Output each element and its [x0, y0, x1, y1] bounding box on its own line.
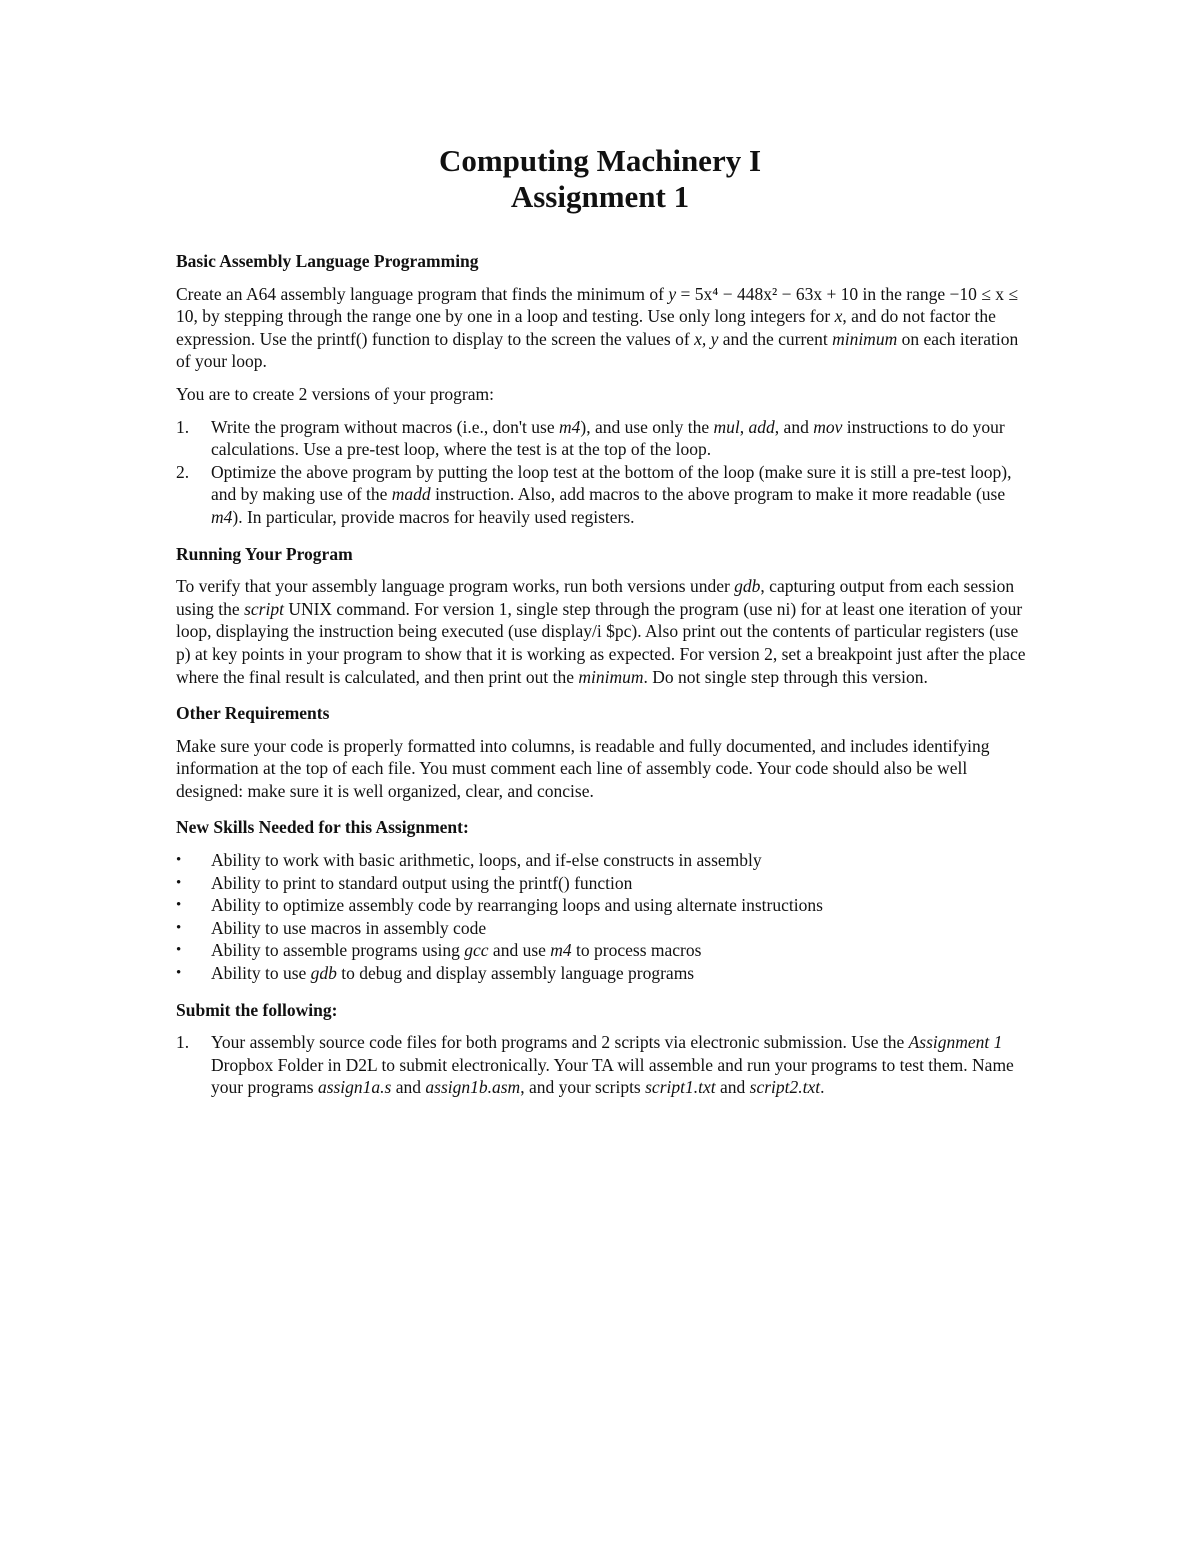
text: UNIX command. For version 1, single step through the program (use ni) for at least one iteration of your loop, displaying the instruction being executed (use display/i $pc). Also print out the contents of particular registers (use p) at key points in your program to show that it is working as expected. For version 2, set a breakpoint just after the place where the final result is calculated, and then print out the [176, 598, 1026, 687]
text: . [820, 1077, 825, 1098]
emphasis: m4 [211, 506, 233, 527]
section-submit [176, 999, 1036, 1099]
document-title: Computing Machinery I [438, 143, 762, 178]
section-running-program [176, 543, 1036, 689]
text: Optimize the above program by putting the loop test at the bottom of the loop (make sure it is still a pre-test loop), and by making use of the [211, 461, 1012, 505]
text: To verify that your assembly language program works, run both versions under [176, 576, 735, 597]
filename: assign1a.s [317, 1077, 392, 1098]
section-new-skills [176, 816, 1036, 984]
list-item [176, 894, 1036, 917]
math-var: x, y [694, 328, 719, 349]
text: . Do not single step through this version. [643, 666, 928, 687]
section-heading: New Skills Needed for this Assignment: [176, 817, 469, 838]
emphasis: minimum [832, 328, 898, 349]
list-item [176, 416, 1036, 461]
emphasis: madd [391, 484, 431, 505]
text: ). In particular, provide macros for heavily used registers. [232, 506, 635, 527]
text: Ability to print to standard output using the printf() function [211, 872, 633, 893]
emphasis: gdb [310, 963, 337, 984]
numbered-list [176, 416, 1036, 529]
list-item [176, 1031, 1036, 1099]
bullet-list [176, 849, 1036, 985]
section-heading: Other Requirements [176, 703, 330, 724]
bullet-icon: • [176, 965, 182, 982]
section-heading: Running Your Program [176, 543, 353, 564]
list-number: 1. [176, 416, 190, 437]
document-subtitle: Assignment 1 [510, 179, 690, 214]
text: Write the program without macros (i.e., don't use [211, 416, 559, 437]
bullet-icon: • [176, 919, 182, 936]
list-item [176, 872, 1036, 895]
section-heading: Submit the following: [176, 999, 338, 1020]
text: Ability to use [211, 963, 311, 984]
text: , capturing output from each session using the [176, 576, 1015, 619]
text: Create an A64 assembly language program that finds the minimum of [176, 283, 669, 304]
section-basic-assembly [176, 250, 1036, 529]
emphasis: mul [713, 416, 740, 437]
math-var: x [834, 306, 843, 327]
text: Ability to optimize assembly code by rearranging loops and using alternate instructions [211, 895, 823, 916]
bullet-icon: • [176, 874, 182, 891]
filename: script1.txt [645, 1077, 716, 1098]
bullet-icon: • [176, 942, 182, 959]
emphasis: script [244, 598, 284, 619]
text: Your assembly source code files for both programs and 2 scripts via electronic submission. Use the [211, 1032, 909, 1053]
paragraph: You are to create 2 versions of your program: [176, 383, 494, 404]
text: Ability to assemble programs using [211, 940, 465, 961]
emphasis: m4 [558, 416, 581, 437]
text: and [391, 1077, 426, 1098]
list-item [176, 962, 1036, 985]
text: Ability to work with basic arithmetic, loops, and if-else constructs in assembly [211, 850, 762, 871]
text: Dropbox Folder in D2L to submit electronically. Your TA will assemble and run your programs to test them. Name your programs [211, 1054, 1014, 1098]
text: on each iteration of your loop. [176, 328, 1019, 372]
paragraph [176, 283, 1036, 373]
text: and use [488, 940, 551, 961]
emphasis: gcc [464, 940, 489, 961]
text: ), and use only the [580, 416, 714, 437]
text: and the current [718, 328, 833, 349]
text: , and [774, 416, 814, 437]
paragraph [176, 575, 1036, 688]
text: = 5x⁴ − 448x² − 63x + 10 in the range −10 ≤ x ≤ 10, by stepping through the range one by one in a loop and testing. Use only long integers for [176, 283, 1018, 327]
filename: assign1b.asm [425, 1077, 521, 1098]
bullet-icon: • [176, 852, 182, 869]
numbered-list [176, 1031, 1036, 1099]
section-heading: Basic Assembly Language Programming [176, 251, 479, 271]
emphasis: mov [813, 416, 843, 437]
emphasis: m4 [550, 940, 572, 961]
list-item [176, 939, 1036, 962]
filename: script2.txt [749, 1077, 821, 1098]
emphasis: gdb [734, 576, 761, 597]
text: to process macros [571, 940, 702, 961]
text: , and your scripts [520, 1077, 646, 1098]
emphasis: minimum [578, 666, 644, 687]
math-var: y [668, 283, 677, 304]
text: instructions to do your calculations. Use a pre-test loop, where the test is at the top of the loop. [211, 416, 1005, 460]
text: , and do not factor the expression. Use the printf() function to display to the screen the values of [176, 306, 996, 349]
list-item [176, 461, 1036, 529]
bullet-icon: • [176, 897, 182, 914]
text: Ability to use macros in assembly code [211, 917, 487, 938]
section-other-requirements [176, 702, 1036, 802]
list-item [176, 917, 1036, 940]
document-body [176, 250, 1036, 1109]
list-item [176, 849, 1036, 872]
list-number: 2. [176, 461, 190, 482]
emphasis: Assignment 1 [908, 1032, 1003, 1053]
text: and [715, 1077, 750, 1098]
text: to debug and display assembly language programs [336, 963, 695, 984]
emphasis: add [748, 416, 775, 437]
text: , [739, 416, 749, 437]
text: instruction. Also, add macros to the above program to make it more readable (use [430, 484, 1006, 505]
list-number: 1. [176, 1032, 190, 1053]
paragraph: Make sure your code is properly formatted into columns, is readable and fully documented, and includes identifying information at the top of each file. You must comment each line of assembly code. Your code should also be well designed: make sure it is well organized, clear, and concise. [176, 735, 990, 801]
